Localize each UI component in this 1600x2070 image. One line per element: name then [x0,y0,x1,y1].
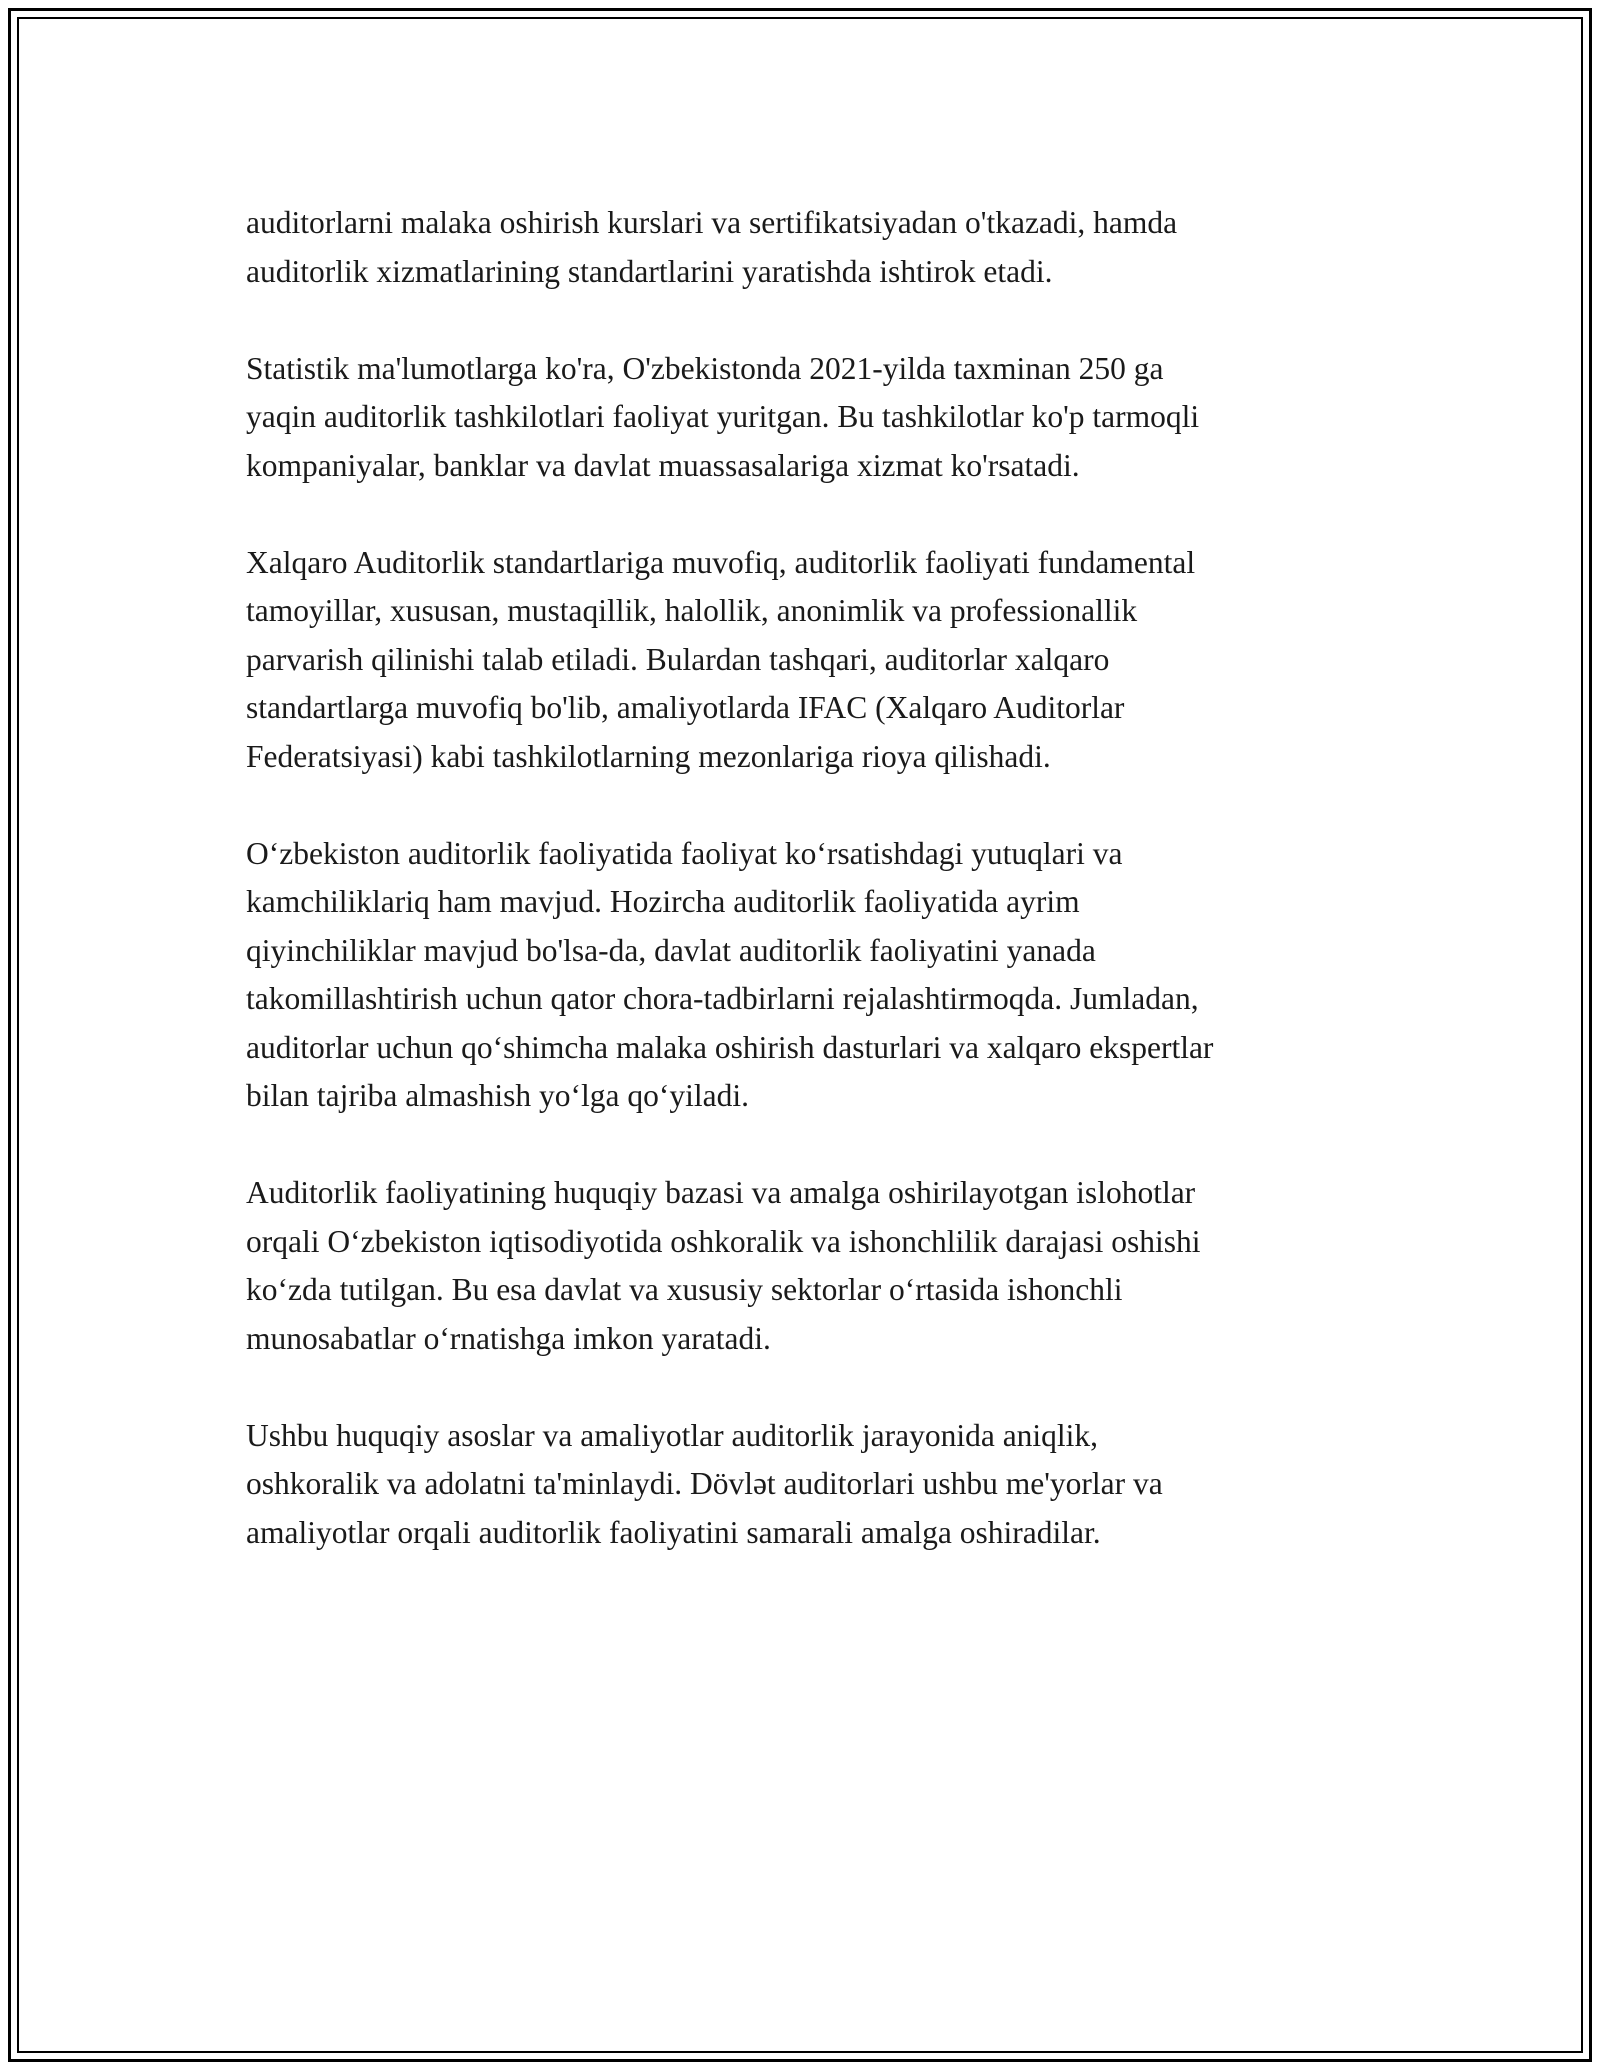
text-line: oshkoralik va adolatni ta'minlaydi. Dövlət auditorlari ushbu me'yorlar va [246,1466,1163,1501]
text-line: yaqin auditorlik tashkilotlari faoliyat yuritgan. Bu tashkilotlar ko'p tarmoqli [246,399,1200,434]
text-line: tamoyillar, xususan, mustaqillik, halollik, anonimlik va professionallik [246,593,1138,628]
paragraph-2 [246,345,1396,491]
text-line: qiyinchiliklar mavjud bo'lsa-da, davlat auditorlik faoliyatini yanada [246,932,1096,968]
paragraph-4 [246,830,1396,1121]
text-line: amaliyotlar orqali auditorlik faoliyatini samarali amalga oshiradilar. [246,1514,1101,1550]
text-line: Xalqaro Auditorlik standartlariga muvofiq, auditorlik faoliyati fundamental [246,544,1196,580]
paragraph-3 [246,539,1396,782]
text-line: auditorlik xizmatlarining standartlarini yaratishda ishtirok etadi. [246,253,1053,289]
text-line: ko‘zda tutilgan. Bu esa davlat va xususiy sektorlar o‘rtasida ishonchli [246,1272,1123,1307]
text-line: O‘zbekiston auditorlik faoliyatida faoliyat ko‘rsatishdagi yutuqlari va [246,835,1123,871]
document-body [246,199,1396,1606]
paragraph-6 [246,1412,1396,1558]
paragraph-5 [246,1169,1396,1363]
text-line: munosabatlar o‘rnatishga imkon yaratadi. [246,1320,771,1356]
text-line: Statistik ma'lumotlarga ko'ra, O'zbekistonda 2021-yilda taxminan 250 ga [246,350,1164,386]
text-line: kompaniyalar, banklar va davlat muassasalariga xizmat ko'rsatadi. [246,447,1080,483]
text-line: Ushbu huquqiy asoslar va amaliyotlar auditorlik jarayonida aniqlik, [246,1417,1099,1453]
text-line: standartlarga muvofiq bo'lib, amaliyotlarda IFAC (Xalqaro Auditorlar [246,690,1125,725]
text-line: orqali O‘zbekiston iqtisodiyotida oshkoralik va ishonchlilik darajasi oshishi [246,1223,1201,1259]
text-line: auditorlar uchun qo‘shimcha malaka oshirish dasturlari va xalqaro ekspertlar [246,1029,1214,1065]
document-page [8,8,1592,2062]
text-line: auditorlarni malaka oshirish kurslari va sertifikatsiyadan o'tkazadi, hamda [246,205,1178,240]
text-line: kamchiliklariq ham mavjud. Hozircha auditorlik faoliyatida ayrim [246,884,1080,919]
text-line: parvarish qilinishi talab etiladi. Bulardan tashqari, auditorlar xalqaro [246,641,1110,677]
text-line: takomillashtirish uchun qator chora-tadbirlarni rejalashtirmoqda. Jumladan, [246,981,1199,1016]
text-line: bilan tajriba almashish yo‘lga qo‘yiladi. [246,1078,750,1113]
paragraph-1 [246,199,1396,296]
text-line: Federatsiyasi) kabi tashkilotlarning mezonlariga rioya qilishadi. [246,738,1051,774]
text-line: Auditorlik faoliyatining huquqiy bazasi va amalga oshirilayotgan islohotlar [246,1175,1196,1210]
